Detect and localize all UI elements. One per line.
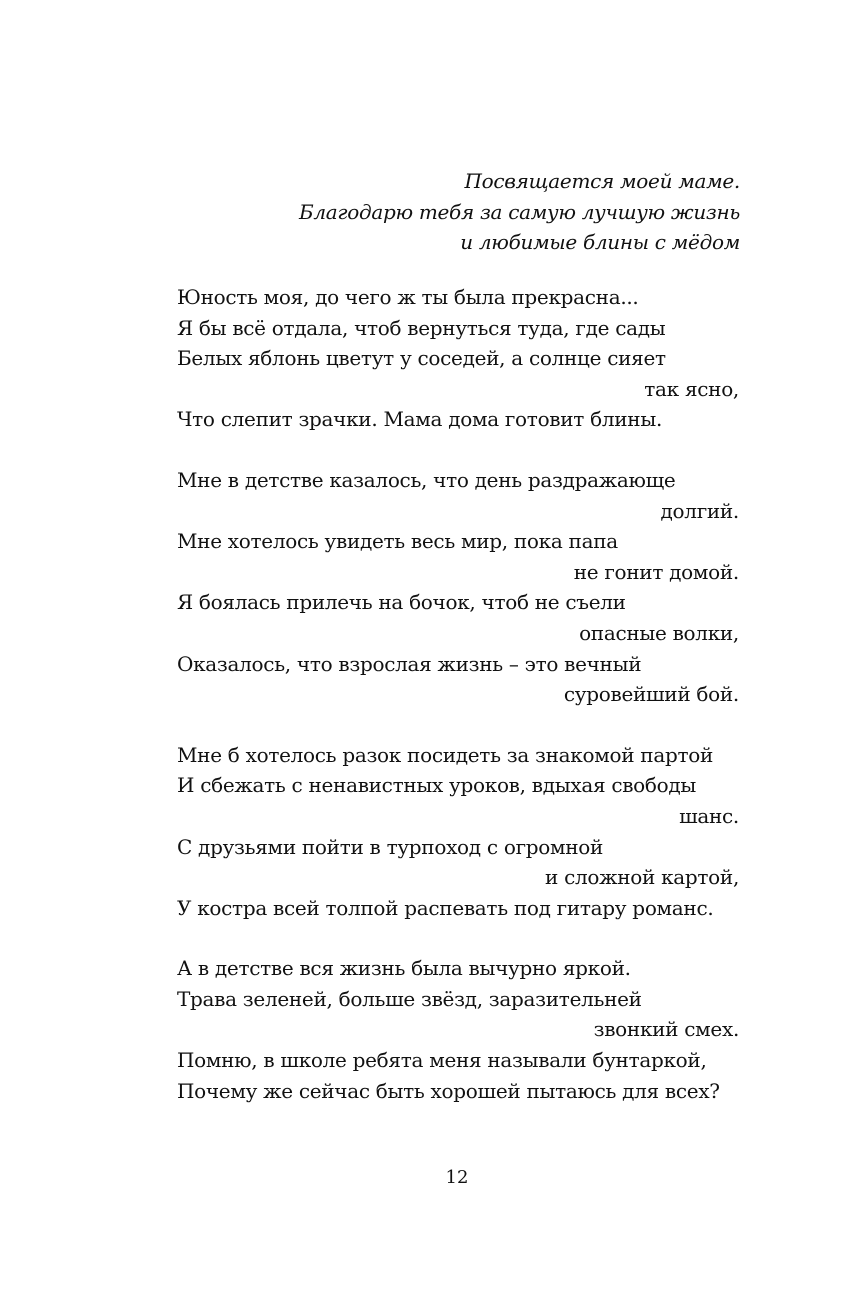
poem-line-continuation: так ясно,: [644, 376, 739, 401]
poem-line-continuation: не гонит домой.: [573, 559, 739, 584]
stanza-3: [177, 740, 739, 924]
poem-line: У костра всей толпой распевать под гитару романс.: [177, 895, 714, 920]
poem-line: Я бы всё отдала, чтоб вернуться туда, где сады: [177, 315, 666, 340]
poem-line-continuation: и сложной картой,: [544, 865, 739, 890]
poem-line: И сбежать с ненавистных уроков, вдыхая свободы: [177, 773, 697, 798]
poem-line: Белых яблонь цветут у соседей, а солнце сияет: [177, 346, 666, 371]
poem-line: Оказалось, что взрослая жизнь – это вечный: [177, 651, 642, 676]
poem-line-continuation: суровейший бой.: [563, 682, 739, 707]
poem-line: Почему же сейчас быть хорошей пытаюсь для всех?: [177, 1078, 720, 1103]
poem-line-continuation: опасные волки,: [579, 620, 739, 645]
dedication-line: Благодарю тебя за самую лучшую жизнь: [298, 199, 740, 224]
poem-line: Что слепит зрачки. Мама дома готовит блины.: [177, 407, 663, 432]
page-number: 12: [445, 1167, 469, 1188]
poem-line-continuation: звонкий смех.: [593, 1017, 739, 1042]
poem-line: Мне в детстве казалось, что день раздражающе: [177, 467, 676, 492]
poem: [177, 282, 739, 1136]
dedication-line: и любимые блины с мёдом: [460, 230, 740, 255]
poem-line: Трава зеленей, больше звёзд, заразительней: [177, 986, 642, 1011]
stanza-4: [177, 953, 739, 1106]
poem-line-continuation: долгий.: [660, 498, 739, 523]
poem-line: Мне б хотелось разок посидеть за знакомой партой: [177, 742, 713, 767]
poem-line: Мне хотелось увидеть весь мир, пока папа: [177, 529, 618, 554]
stanza-2: [177, 465, 739, 710]
poem-line: Юность моя, до чего ж ты была прекрасна...: [177, 285, 639, 309]
poem-line: Я боялась прилечь на бочок, чтоб не съели: [177, 590, 626, 615]
poem-line: Помню, в школе ребята меня называли бунтаркой,: [177, 1048, 707, 1073]
poem-line: С друзьями пойти в турпоход с огромной: [177, 834, 604, 859]
dedication: [299, 166, 740, 258]
poem-line-continuation: шанс.: [679, 803, 739, 828]
dedication-line: Посвящается моей маме.: [464, 169, 740, 193]
stanza-1: [177, 282, 739, 435]
poem-line: А в детстве вся жизнь была вычурно яркой.: [177, 956, 631, 981]
